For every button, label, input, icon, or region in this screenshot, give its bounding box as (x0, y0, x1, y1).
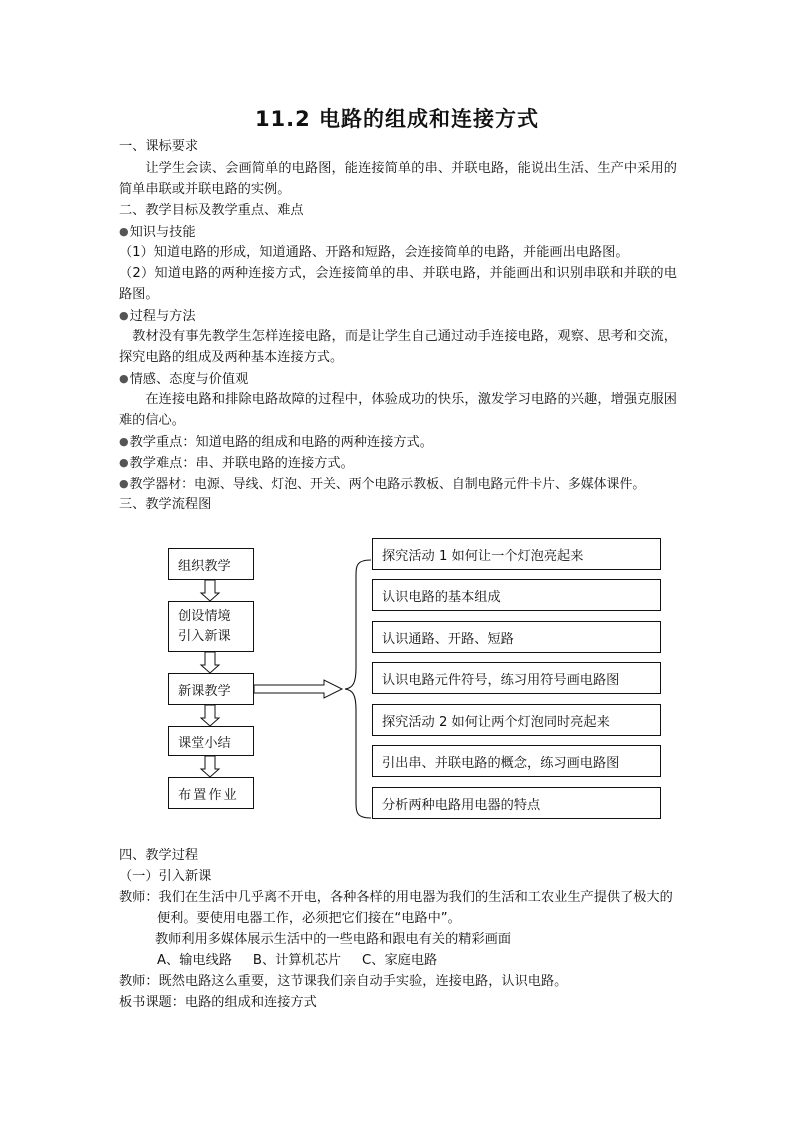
bullet-icon: ● (119, 477, 129, 490)
flow-activity-1 (372, 538, 661, 570)
board-title: 板书课题：电路的组成和连接方式 (119, 995, 317, 1010)
teacher-statement-2: 教师：既然电路这么重要，这节课我们亲自动手实验，连接电路，认识电路。 (119, 974, 568, 989)
bullet-icon: ● (119, 456, 129, 469)
section-heading-requirements: 一、课标要求 (119, 139, 199, 154)
section-heading-objectives: 二、教学目标及教学重点、难点 (119, 203, 304, 218)
bullet-icon: ● (119, 372, 129, 385)
knowledge-item-2: （2）知道电路的两种连接方式，会连接简单的串、并联电路，并能画出和识别串联和并联的电路图。 (119, 266, 677, 302)
bullet-icon: ● (119, 435, 129, 448)
difficulty-text: 教学难点：串、并联电路的连接方式。 (129, 456, 354, 471)
flow-activity-6 (372, 745, 661, 777)
flow-activity-5 (372, 704, 661, 736)
flow-step-label: 引入新课 (178, 628, 231, 644)
knowledge-item-1: （1）知道电路的形成，知道通路、开路和短路，会连接简单的电路，并能画出电路图。 (119, 245, 629, 260)
flow-step-new-lesson (168, 673, 254, 705)
flow-activity-label: 认识电路的基本组成 (382, 589, 501, 605)
emotion-paragraph: 在连接电路和排除电路故障的过程中，体验成功的快乐，激发学习电路的兴趣，增强克服困难的信心。 (119, 392, 677, 428)
flow-step-label-group (178, 607, 231, 647)
section-heading-process: 四、教学过程 (119, 848, 199, 863)
flow-step-homework (168, 777, 254, 809)
flow-activity-label: 认识电路元件符号，练习用符号画电路图 (382, 672, 620, 688)
flow-activity-7 (372, 787, 661, 819)
teacher-media-note: 教师利用多媒体展示生活中的一些电路和跟电有关的精彩画面 (155, 932, 512, 947)
down-arrow-icon (201, 580, 219, 601)
media-options: A、输电线路 B、计算机芯片 C、家庭电路 (157, 953, 438, 968)
curly-brace-icon (345, 560, 371, 818)
requirements-paragraph: 让学生会读、会画简单的电路图，能连接简单的串、并联电路，能说出生活、生产中采用的简单串联或并联电路的实例。 (119, 161, 677, 197)
process-paragraph: 教材没有事先教学生怎样连接电路，而是让学生自己通过动手连接电路，观察、思考和交流，探究电路的组成及两种基本连接方式。 (119, 329, 677, 365)
flow-activity-label: 探究活动 1 如何让一个灯泡亮起来 (382, 548, 584, 564)
down-arrow-icon (201, 652, 219, 673)
flow-activity-3 (372, 621, 661, 653)
flow-activity-label: 认识通路、开路、短路 (382, 631, 514, 647)
flow-step-label: 组织教学 (178, 558, 231, 574)
down-arrow-icon (201, 756, 219, 777)
bullet-icon: ● (119, 225, 129, 238)
right-arrow-icon (254, 680, 342, 698)
subsection-heading-intro: （一）引入新课 (119, 869, 212, 884)
teacher-statement-1: 教师：我们在生活中几乎离不开电，各种各样的用电器为我们的生活和工农业生产提供了极大的便利。要使用电器工作，必须把它们接在“电路中”。 (119, 890, 673, 926)
knowledge-heading: 知识与技能 (129, 225, 196, 240)
flow-activity-label: 探究活动 2 如何让两个灯泡同时亮起来 (382, 714, 610, 730)
flow-activity-2 (372, 579, 661, 611)
key-point-text: 教学重点：知道电路的组成和电路的两种连接方式。 (129, 435, 433, 450)
flow-step-scenario (168, 601, 254, 652)
flow-step-label: 新课教学 (178, 683, 231, 699)
down-arrow-icon (201, 705, 219, 726)
section-heading-flowchart: 三、教学流程图 (119, 497, 212, 512)
flow-activity-4 (372, 662, 661, 694)
process-heading: 过程与方法 (129, 309, 196, 324)
equipment-text: 教学器材：电源、导线、灯泡、开关、两个电路示教板、自制电路元件卡片、多媒体课件。 (129, 477, 646, 492)
flow-activity-label: 分析两种电路用电器的特点 (382, 797, 541, 813)
flow-step-organize (168, 548, 254, 580)
emotion-heading: 情感、态度与价值观 (129, 372, 249, 387)
bullet-icon: ● (119, 309, 129, 322)
flow-step-label: 课堂小结 (178, 735, 231, 751)
document-title: 11.2 电路的组成和连接方式 (254, 107, 540, 131)
flow-step-label: 布置作业 (178, 787, 239, 803)
flow-activity-label: 引出串、并联电路的概念，练习画电路图 (382, 755, 620, 771)
flow-step-label: 创设情境 (178, 608, 231, 624)
flow-step-summary (168, 726, 254, 756)
